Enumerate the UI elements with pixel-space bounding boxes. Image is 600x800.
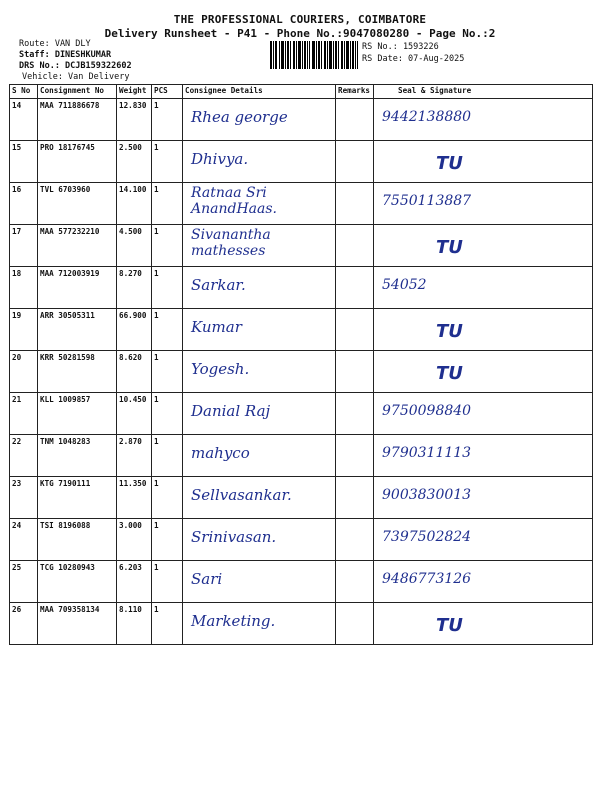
vehicle-label: Vehicle: Van Delivery	[22, 72, 130, 82]
pcs-cell: 1	[152, 393, 183, 435]
route-label: Route: VAN DLY	[19, 39, 91, 49]
col-consignment: Consignment No	[38, 85, 117, 99]
signature-cell	[374, 309, 593, 351]
signature-cell	[374, 603, 593, 645]
pcs-cell: 1	[152, 309, 183, 351]
consignee-cell	[183, 267, 336, 309]
col-weight: Weight	[117, 85, 152, 99]
weight-cell: 6.203	[117, 561, 152, 603]
signature-text: 9790311113	[382, 445, 472, 461]
company-title: THE PROFESSIONAL COURIERS, COIMBATORE	[173, 13, 427, 26]
pcs-cell: 1	[152, 99, 183, 141]
sno-cell: 23	[10, 477, 38, 519]
pcs-cell: 1	[152, 561, 183, 603]
weight-cell: 12.830	[117, 99, 152, 141]
signature-text: TU	[436, 321, 463, 342]
consignment-cell: MAA 577232210	[38, 225, 117, 267]
pcs-cell: 1	[152, 141, 183, 183]
consignee-name: Srinivasan.	[191, 528, 277, 546]
consignment-cell: ARR 30505311	[38, 309, 117, 351]
consignee-name-line2: AnandHaas.	[191, 201, 277, 217]
rs-date: RS Date: 07-Aug-2025	[362, 54, 465, 64]
table-row	[10, 183, 593, 225]
signature-text: 7397502824	[382, 529, 472, 545]
col-remarks: Remarks	[336, 85, 374, 99]
table-row	[10, 225, 593, 267]
remarks-cell	[336, 603, 374, 645]
weight-cell: 8.110	[117, 603, 152, 645]
col-pcs: PCS	[152, 85, 183, 99]
weight-cell: 14.100	[117, 183, 152, 225]
signature-text: 9486773126	[382, 571, 472, 587]
consignee-name: mahyco	[191, 444, 250, 462]
weight-cell: 2.500	[117, 141, 152, 183]
consignee-cell	[183, 141, 336, 183]
remarks-cell	[336, 225, 374, 267]
col-signature: Seal & Signature	[374, 85, 593, 99]
sno-cell: 25	[10, 561, 38, 603]
signature-cell	[374, 351, 593, 393]
remarks-cell	[336, 267, 374, 309]
pcs-cell: 1	[152, 603, 183, 645]
pcs-cell: 1	[152, 477, 183, 519]
barcode	[270, 41, 358, 69]
consignee-cell	[183, 435, 336, 477]
weight-cell: 8.620	[117, 351, 152, 393]
consignee-cell	[183, 519, 336, 561]
table-row	[10, 309, 593, 351]
consignee-cell	[183, 309, 336, 351]
consignment-cell: KRR 50281598	[38, 351, 117, 393]
pcs-cell: 1	[152, 183, 183, 225]
consignee-name: Yogesh.	[191, 360, 250, 378]
signature-text: TU	[436, 237, 463, 258]
runsheet-title: Delivery Runsheet - P41 - Phone No.:9047080280 - Page No.:2	[104, 27, 496, 40]
col-consignee: Consignee Details	[183, 85, 336, 99]
consignment-cell: KLL 1009857	[38, 393, 117, 435]
signature-text: TU	[436, 153, 463, 174]
table-row	[10, 561, 593, 603]
consignee-cell	[183, 225, 336, 267]
consignment-cell: MAA 709358134	[38, 603, 117, 645]
weight-cell: 8.270	[117, 267, 152, 309]
pcs-cell: 1	[152, 225, 183, 267]
consignee-name: Kumar	[191, 318, 242, 336]
signature-text: 9442138880	[382, 109, 472, 125]
consignee-name: Danial Raj	[191, 402, 271, 420]
signature-text: 9003830013	[382, 487, 472, 503]
remarks-cell	[336, 561, 374, 603]
table-row	[10, 99, 593, 141]
consignee-cell	[183, 99, 336, 141]
pcs-cell: 1	[152, 519, 183, 561]
sno-cell: 16	[10, 183, 38, 225]
consignee-name: Sari	[191, 570, 223, 588]
sno-cell: 15	[10, 141, 38, 183]
remarks-cell	[336, 519, 374, 561]
runsheet-table	[9, 84, 593, 645]
remarks-cell	[336, 393, 374, 435]
signature-text: 54052	[382, 277, 427, 293]
consignment-cell: TVL 6703960	[38, 183, 117, 225]
consignee-name: Ratnaa Sri	[191, 185, 267, 201]
signature-cell	[374, 267, 593, 309]
weight-cell: 66.900	[117, 309, 152, 351]
consignee-name: Sarkar.	[191, 276, 246, 294]
table-row	[10, 351, 593, 393]
sno-cell: 21	[10, 393, 38, 435]
sno-cell: 26	[10, 603, 38, 645]
table-row	[10, 393, 593, 435]
table-row	[10, 603, 593, 645]
sno-cell: 22	[10, 435, 38, 477]
signature-cell	[374, 99, 593, 141]
rs-number: RS No.: 1593226	[362, 42, 439, 52]
remarks-cell	[336, 435, 374, 477]
consignee-name-line2: mathesses	[191, 243, 266, 259]
pcs-cell: 1	[152, 435, 183, 477]
sno-cell: 17	[10, 225, 38, 267]
sno-cell: 19	[10, 309, 38, 351]
signature-cell	[374, 393, 593, 435]
table-row	[10, 267, 593, 309]
sno-cell: 24	[10, 519, 38, 561]
remarks-cell	[336, 309, 374, 351]
sno-cell: 18	[10, 267, 38, 309]
consignee-cell	[183, 561, 336, 603]
signature-text: TU	[436, 363, 463, 384]
consignee-cell	[183, 393, 336, 435]
consignee-name: Sellvasankar.	[191, 486, 292, 504]
consignee-cell	[183, 351, 336, 393]
weight-cell: 2.870	[117, 435, 152, 477]
consignee-cell	[183, 603, 336, 645]
consignment-cell: TSI 8196088	[38, 519, 117, 561]
sno-cell: 14	[10, 99, 38, 141]
consignment-cell: TCG 10280943	[38, 561, 117, 603]
weight-cell: 3.000	[117, 519, 152, 561]
table-header-row	[10, 85, 593, 99]
consignment-cell: PRO 18176745	[38, 141, 117, 183]
signature-cell	[374, 519, 593, 561]
table-row	[10, 435, 593, 477]
signature-cell	[374, 183, 593, 225]
consignment-cell: KTG 7190111	[38, 477, 117, 519]
pcs-cell: 1	[152, 351, 183, 393]
consignee-cell	[183, 183, 336, 225]
signature-text: 7550113887	[382, 193, 472, 209]
table-row	[10, 477, 593, 519]
sno-cell: 20	[10, 351, 38, 393]
consignment-cell: MAA 712003919	[38, 267, 117, 309]
consignee-name: Dhivya.	[191, 150, 249, 168]
remarks-cell	[336, 351, 374, 393]
consignment-cell: TNM 1048283	[38, 435, 117, 477]
consignee-name: Marketing.	[191, 612, 276, 630]
signature-cell	[374, 225, 593, 267]
consignee-name: Sivanantha	[191, 227, 271, 243]
table-row	[10, 141, 593, 183]
signature-cell	[374, 477, 593, 519]
staff-label: Staff: DINESHKUMAR	[19, 50, 112, 60]
remarks-cell	[336, 99, 374, 141]
weight-cell: 10.450	[117, 393, 152, 435]
pcs-cell: 1	[152, 267, 183, 309]
remarks-cell	[336, 183, 374, 225]
remarks-cell	[336, 141, 374, 183]
signature-cell	[374, 561, 593, 603]
signature-text: 9750098840	[382, 403, 472, 419]
consignment-cell: MAA 711886678	[38, 99, 117, 141]
consignee-name: Rhea george	[191, 108, 288, 126]
signature-cell	[374, 141, 593, 183]
consignee-cell	[183, 477, 336, 519]
weight-cell: 4.500	[117, 225, 152, 267]
weight-cell: 11.350	[117, 477, 152, 519]
drs-label: DRS No.: DCJB159322602	[19, 61, 132, 71]
signature-text: TU	[436, 615, 463, 636]
signature-cell	[374, 435, 593, 477]
col-sno: S No	[10, 85, 38, 99]
table-row	[10, 519, 593, 561]
remarks-cell	[336, 477, 374, 519]
